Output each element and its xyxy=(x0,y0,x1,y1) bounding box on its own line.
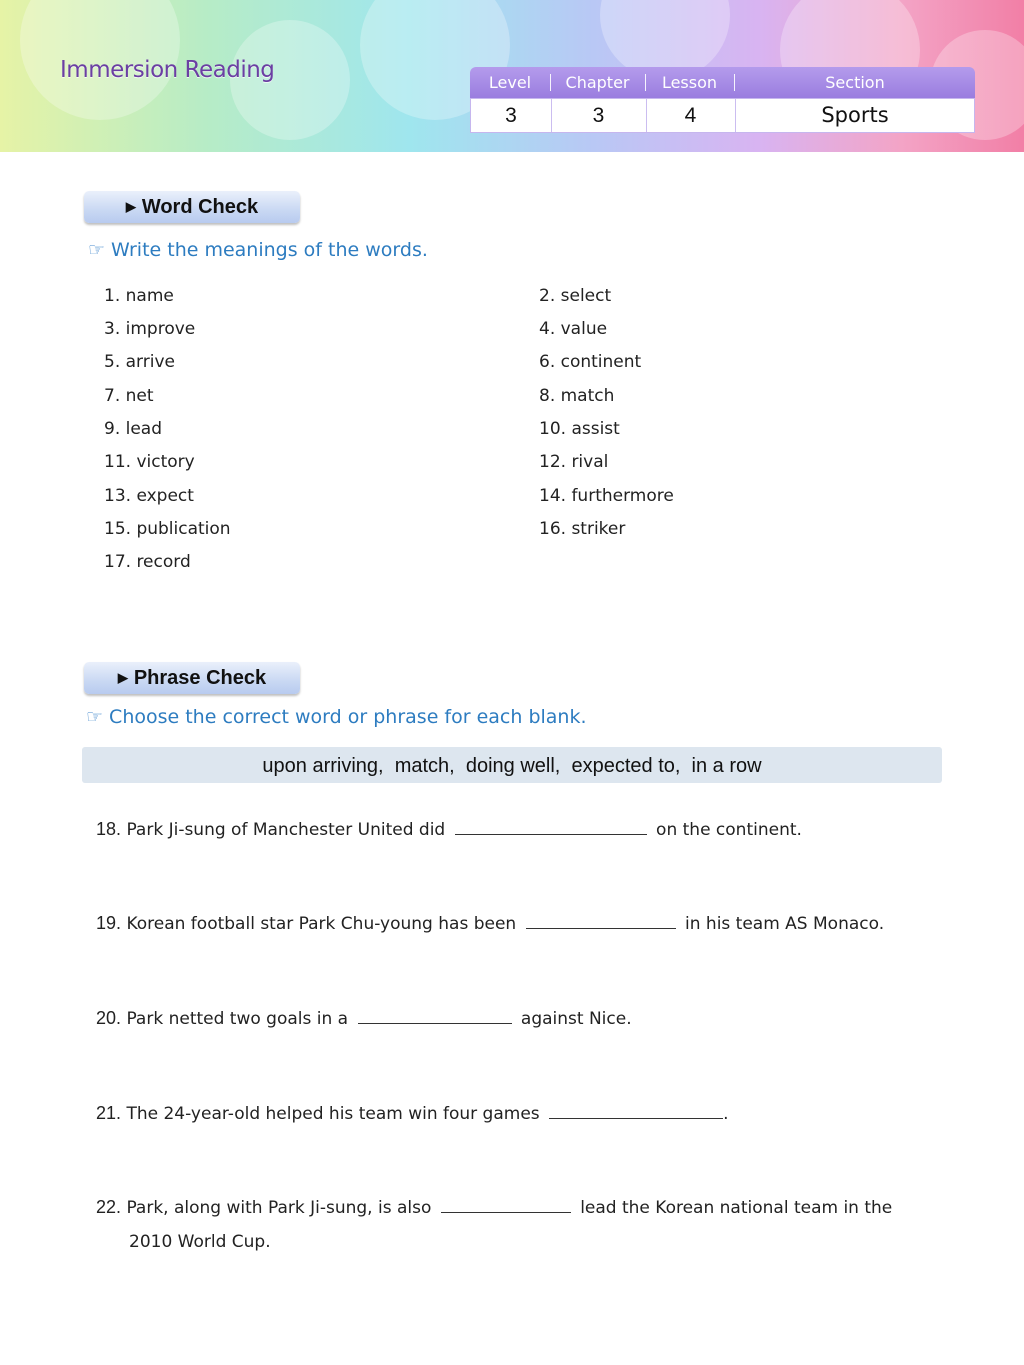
question-text-after: against Nice. xyxy=(520,1009,632,1029)
word-check-header xyxy=(84,191,300,223)
question-number: 19. xyxy=(96,913,122,933)
info-value-row xyxy=(470,98,975,133)
phrase-check-instruction-text: Choose the correct word or phrase for each blank. xyxy=(109,706,587,728)
word-item: 11. victory xyxy=(104,452,195,472)
answer-blank[interactable] xyxy=(455,820,647,835)
pointing-hand-icon: ☞ xyxy=(88,239,106,261)
phrase-check-instruction xyxy=(86,706,587,728)
info-header-row xyxy=(470,67,975,98)
answer-blank[interactable] xyxy=(526,914,676,929)
word-item: 2. select xyxy=(539,286,612,306)
word-item: 15. publication xyxy=(104,519,231,539)
question-19 xyxy=(96,913,884,934)
question-22 xyxy=(96,1197,892,1218)
question-22-continuation: 2010 World Cup. xyxy=(129,1232,271,1252)
triangle-right-icon: ▶ xyxy=(125,199,136,214)
question-text-after: lead the Korean national team in the xyxy=(580,1198,893,1218)
word-item: 13. expect xyxy=(104,486,194,506)
question-text-before: Park, along with Park Ji-sung, is also xyxy=(126,1198,432,1218)
answer-blank[interactable] xyxy=(358,1009,512,1024)
answer-blank[interactable] xyxy=(549,1104,723,1119)
question-number: 22. xyxy=(96,1197,122,1217)
word-item: 8. match xyxy=(539,386,615,406)
triangle-right-icon: ▶ xyxy=(117,670,128,685)
brand-title: Immersion Reading xyxy=(60,57,275,83)
question-18 xyxy=(96,819,802,840)
question-number: 20. xyxy=(96,1008,122,1028)
phrase-check-title: Phrase Check xyxy=(133,667,267,689)
lesson-value: 4 xyxy=(684,104,697,127)
phrase-check-header xyxy=(84,662,300,694)
word-item: 17. record xyxy=(104,552,191,572)
question-number: 21. xyxy=(96,1103,122,1123)
word-item: 10. assist xyxy=(539,419,620,439)
word-item: 12. rival xyxy=(539,452,609,472)
word-bank: upon arriving, match, doing well, expected to, in a row xyxy=(82,747,942,783)
pointing-hand-icon: ☞ xyxy=(86,706,104,728)
word-check-instruction xyxy=(88,239,428,261)
word-check-title: Word Check xyxy=(141,196,259,218)
section-header: Section xyxy=(825,73,885,92)
question-text-before: Park Ji-sung of Manchester United did xyxy=(126,820,446,840)
word-item: 9. lead xyxy=(104,419,163,439)
chapter-header: Chapter xyxy=(565,73,630,92)
word-item: 5. arrive xyxy=(104,352,175,372)
level-header: Level xyxy=(488,73,532,92)
word-item: 16. striker xyxy=(539,519,626,539)
lesson-header: Lesson xyxy=(661,73,718,92)
word-item: 6. continent xyxy=(539,352,642,372)
lesson-info-table xyxy=(470,67,975,133)
question-text-before: Korean football star Park Chu-young has been xyxy=(126,914,517,934)
answer-blank[interactable] xyxy=(441,1198,571,1213)
question-text-before: The 24-year-old helped his team win four games xyxy=(126,1104,540,1124)
word-item: 14. furthermore xyxy=(539,486,674,506)
question-20 xyxy=(96,1008,632,1029)
level-value: 3 xyxy=(505,104,517,127)
question-text-after: in his team AS Monaco. xyxy=(685,914,885,934)
word-item: 1. name xyxy=(104,286,174,306)
chapter-value: 3 xyxy=(592,104,605,127)
question-text-before: Park netted two goals in a xyxy=(126,1009,349,1029)
question-number: 18. xyxy=(96,819,122,839)
header-banner xyxy=(0,0,1024,152)
question-21 xyxy=(96,1103,728,1124)
word-check-instruction-text: Write the meanings of the words. xyxy=(111,239,428,261)
section-value: Sports xyxy=(821,103,889,127)
question-text-after: on the continent. xyxy=(656,820,802,840)
question-text-after: . xyxy=(723,1104,729,1124)
word-item: 3. improve xyxy=(104,319,196,339)
word-item: 4. value xyxy=(539,319,608,339)
word-item: 7. net xyxy=(104,386,154,406)
